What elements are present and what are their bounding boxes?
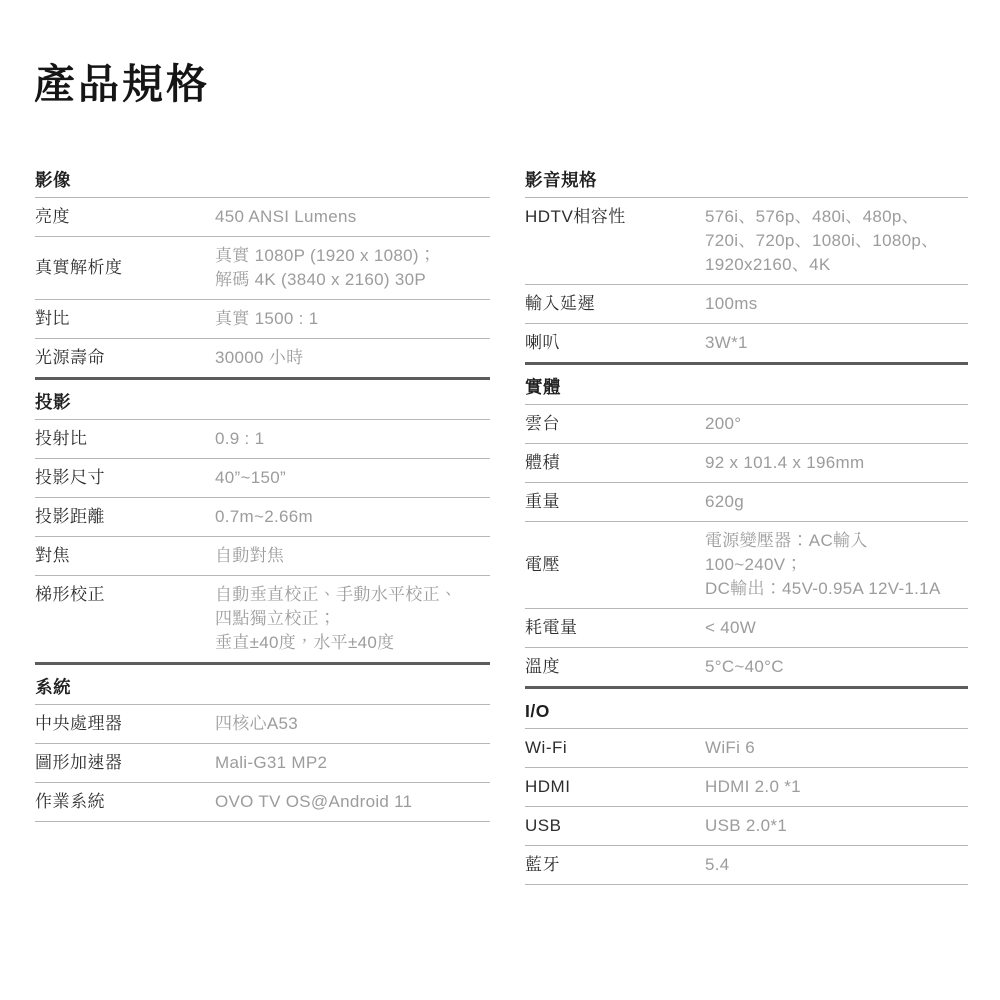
spec-label: 投影距離	[35, 507, 105, 526]
spec-label: 光源壽命	[35, 348, 105, 367]
left-column	[35, 165, 490, 885]
spec-columns	[35, 165, 968, 885]
spec-label: 中央處理器	[35, 714, 123, 733]
spec-value: < 40W	[705, 618, 757, 637]
spec-row-contrast	[35, 300, 490, 339]
spec-row-hdmi	[525, 768, 968, 807]
spec-value: 真實 1080P (1920 x 1080)； 解碼 4K (3840 x 2160) 30P	[215, 246, 437, 289]
spec-value: 576i、576p、480i、480p、 720i、720p、1080i、1080p、 1920x2160、4K	[705, 207, 939, 274]
spec-value: 40”~150”	[215, 468, 286, 487]
spec-label: 耗電量	[525, 618, 578, 637]
spec-row-projection-distance	[35, 498, 490, 537]
spec-label: 對焦	[35, 546, 70, 565]
spec-row-throw-ratio	[35, 420, 490, 459]
spec-row-input-lag	[525, 285, 968, 324]
spec-label: Wi-Fi	[525, 738, 568, 757]
spec-row-weight	[525, 483, 968, 522]
spec-label: 作業系統	[35, 792, 105, 811]
section-physical	[525, 362, 968, 686]
spec-value: 四核心A53	[215, 714, 299, 733]
spec-row-cpu	[35, 705, 490, 744]
spec-value: 0.9 : 1	[215, 429, 265, 448]
spec-label: 對比	[35, 309, 70, 328]
spec-value: 100ms	[705, 294, 758, 313]
spec-label: HDMI	[525, 777, 571, 796]
page-title: 產品規格	[34, 61, 210, 107]
spec-value: USB 2.0*1	[705, 816, 788, 835]
section-header-projection: 投影	[35, 380, 490, 420]
spec-value: Mali-G31 MP2	[215, 753, 328, 772]
spec-label: 投射比	[35, 429, 88, 448]
spec-row-bluetooth	[525, 846, 968, 885]
section-header-av-specs: 影音規格	[525, 165, 968, 198]
spec-row-speaker	[525, 324, 968, 362]
section-system	[35, 662, 490, 822]
section-header-physical: 實體	[525, 365, 968, 405]
spec-label: 重量	[525, 492, 560, 511]
spec-row-temperature	[525, 648, 968, 686]
spec-value: 5.4	[705, 855, 730, 874]
section-projection	[35, 377, 490, 662]
spec-row-resolution	[35, 237, 490, 300]
spec-row-brightness	[35, 198, 490, 237]
spec-row-voltage	[525, 522, 968, 609]
spec-label: HDTV相容性	[525, 207, 626, 226]
spec-row-light-source-life	[35, 339, 490, 377]
spec-row-projection-size	[35, 459, 490, 498]
spec-row-wifi	[525, 729, 968, 768]
spec-row-hdtv-compatibility	[525, 198, 968, 285]
spec-row-focus	[35, 537, 490, 576]
section-image	[35, 165, 490, 377]
spec-row-gimbal	[525, 405, 968, 444]
spec-row-usb	[525, 807, 968, 846]
spec-value: OVO TV OS@Android 11	[215, 792, 413, 811]
spec-value: 5°C~40°C	[705, 657, 784, 676]
spec-row-dimensions	[525, 444, 968, 483]
spec-label: 梯形校正	[35, 585, 105, 604]
spec-label: 真實解析度	[35, 258, 123, 277]
spec-value: 真實 1500 : 1	[215, 309, 319, 328]
spec-label: 輸入延遲	[525, 294, 595, 313]
spec-row-power-consumption	[525, 609, 968, 648]
section-header-image: 影像	[35, 165, 490, 198]
spec-row-keystone-correction	[35, 576, 490, 662]
section-header-system: 系統	[35, 665, 490, 705]
spec-label: 喇叭	[525, 333, 560, 352]
spec-label: 溫度	[525, 657, 560, 676]
spec-value: 自動垂直校正、手動水平校正、 四點獨立校正； 垂直±40度，水平±40度	[215, 585, 458, 652]
spec-value: 450 ANSI Lumens	[215, 207, 357, 226]
spec-row-gpu	[35, 744, 490, 783]
spec-value: 電源變壓器：AC輸入 100~240V； DC輸出：45V-0.95A 12V-1.1A	[705, 531, 941, 598]
spec-value: WiFi 6	[705, 738, 755, 757]
spec-value: 自動對焦	[215, 546, 285, 565]
spec-value: 3W*1	[705, 333, 748, 352]
spec-label: 投影尺寸	[35, 468, 105, 487]
section-io	[525, 686, 968, 885]
section-av-specs	[525, 165, 968, 362]
spec-label: 雲台	[525, 414, 560, 433]
spec-value: 30000 小時	[215, 348, 304, 367]
spec-value: 200°	[705, 414, 742, 433]
spec-value: 620g	[705, 492, 745, 511]
spec-label: 亮度	[35, 207, 70, 226]
spec-value: 92 x 101.4 x 196mm	[705, 453, 865, 472]
spec-label: 體積	[525, 453, 560, 472]
right-column	[525, 165, 968, 885]
spec-label: 電壓	[525, 555, 560, 574]
section-header-io: I/O	[525, 689, 968, 729]
spec-label: 藍牙	[525, 855, 560, 874]
spec-row-os	[35, 783, 490, 822]
spec-label: 圖形加速器	[35, 753, 123, 772]
spec-value: 0.7m~2.66m	[215, 507, 313, 526]
spec-label: USB	[525, 816, 562, 835]
spec-value: HDMI 2.0 *1	[705, 777, 801, 796]
